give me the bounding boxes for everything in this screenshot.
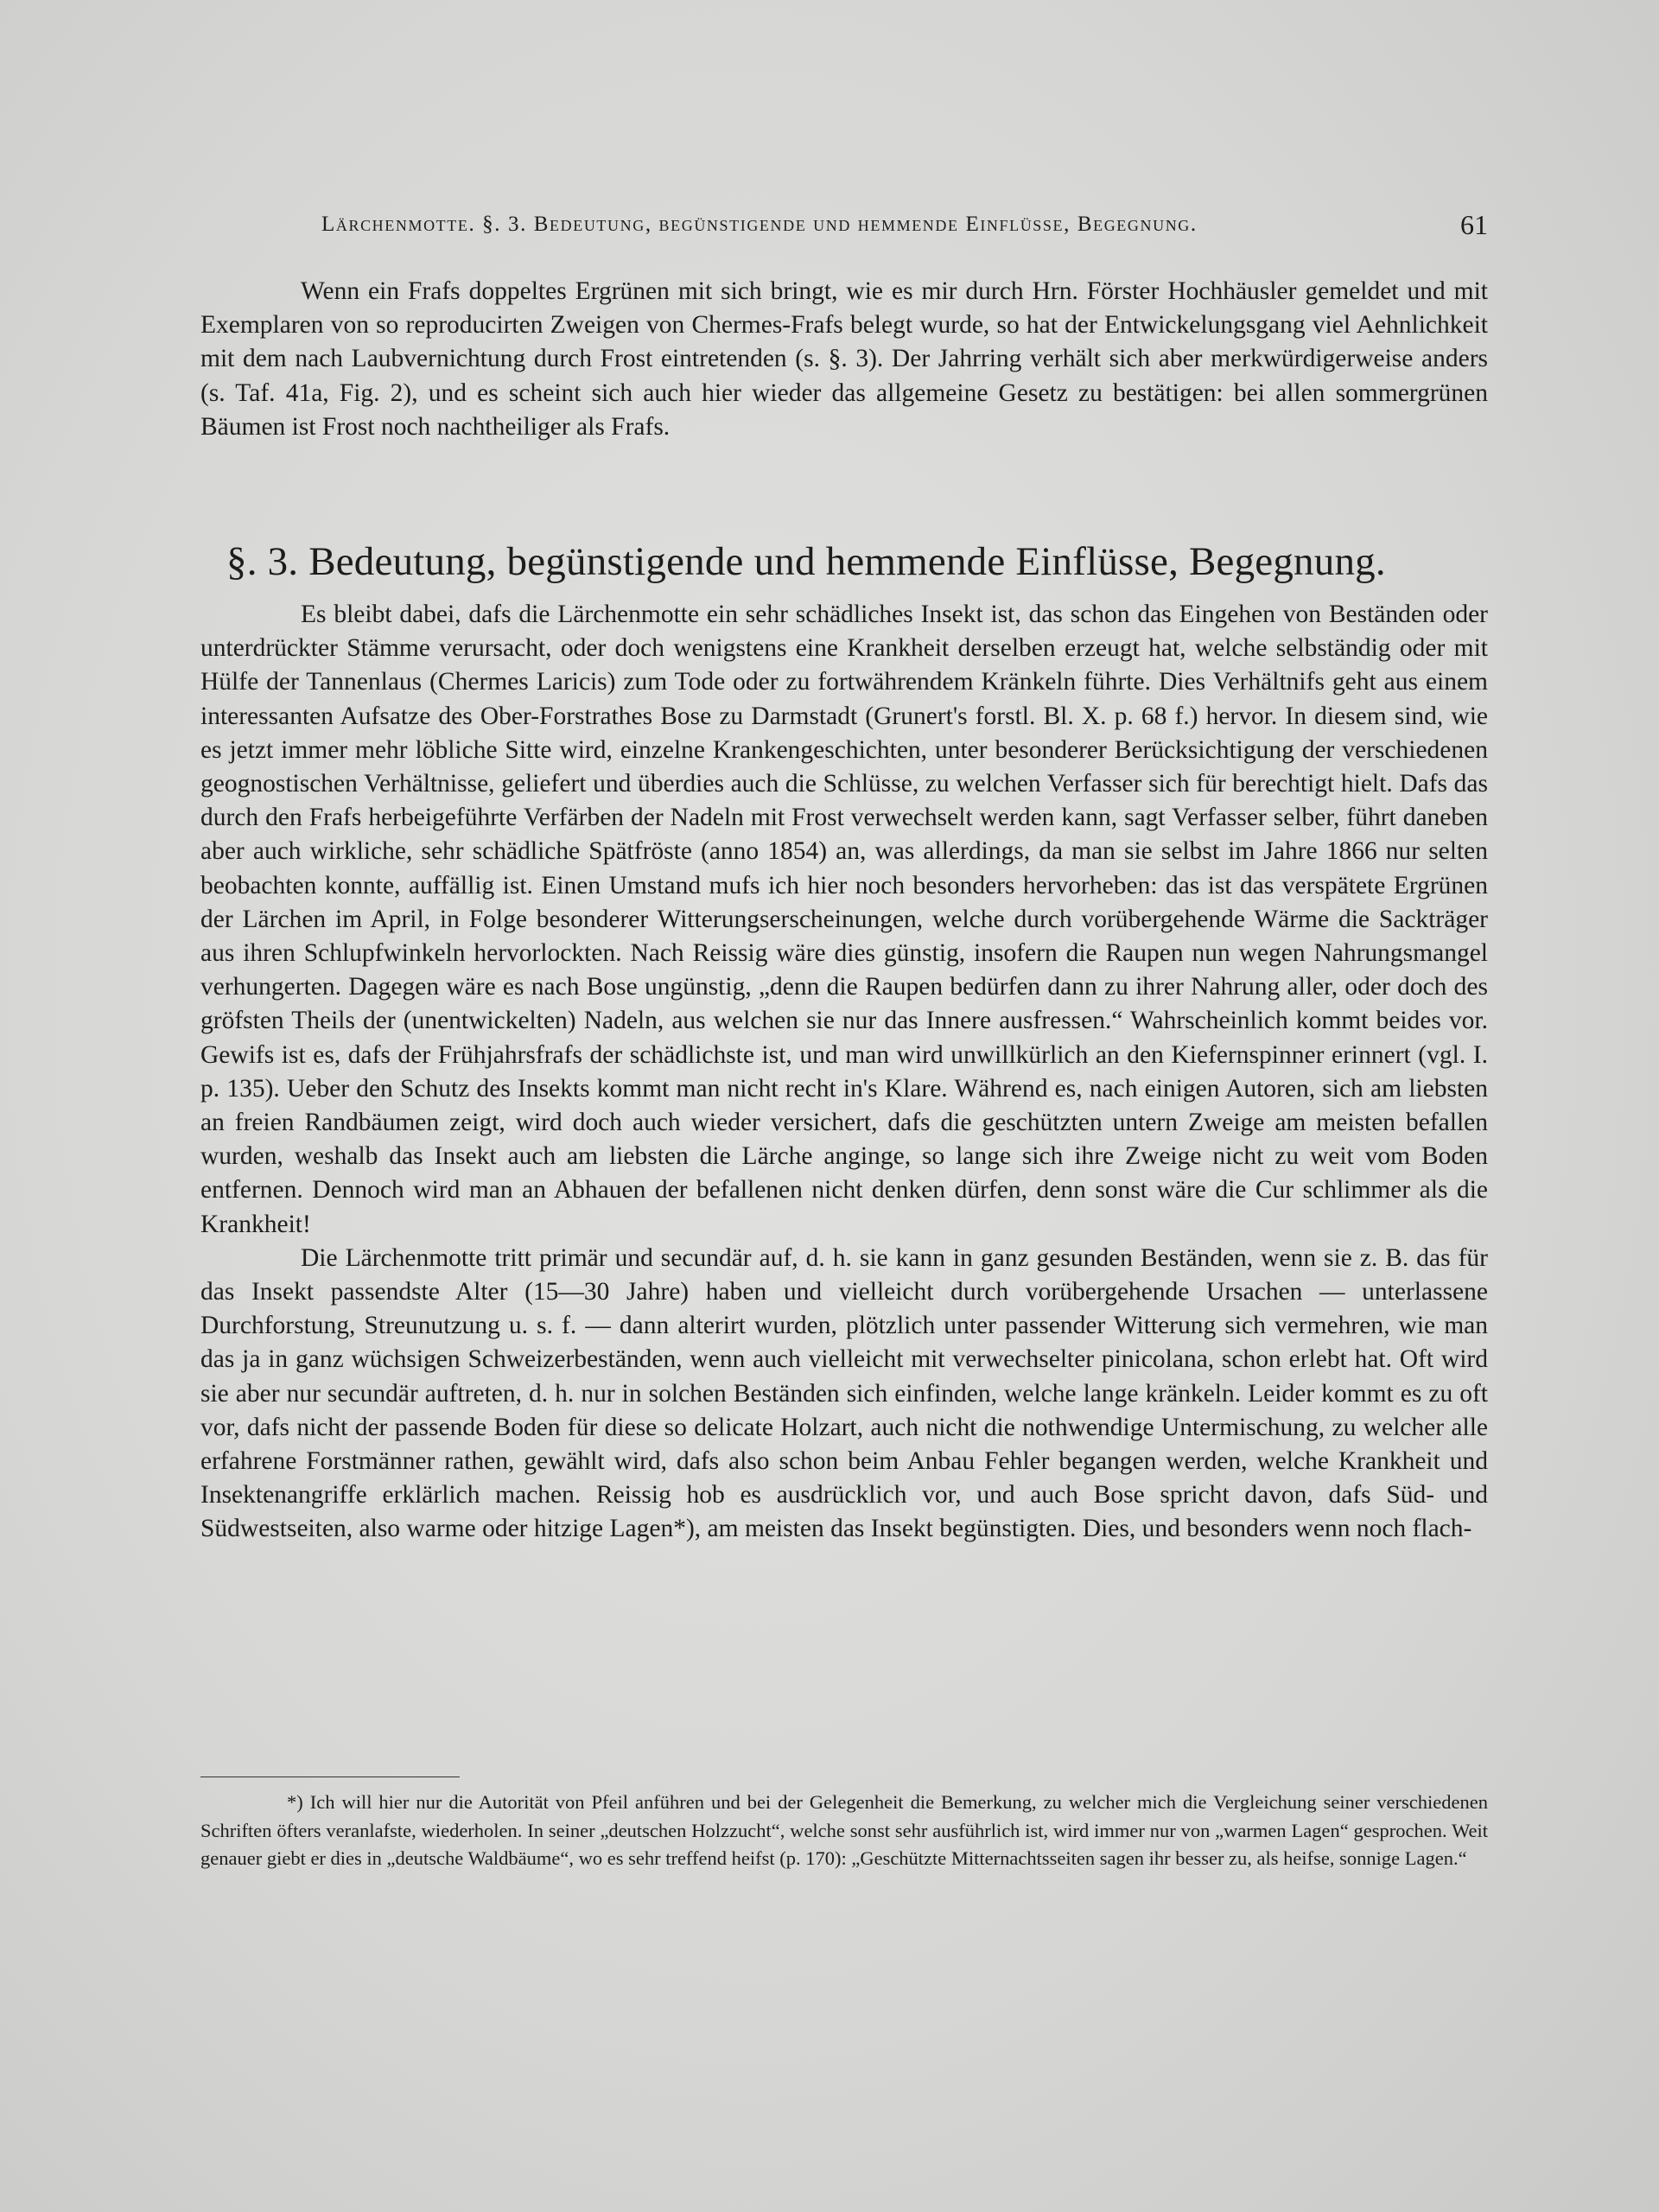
intro-paragraph-block — [200, 275, 1488, 444]
page-number: 61 — [1460, 209, 1488, 240]
book-page — [200, 0, 1488, 2212]
intro-paragraph: Wenn ein Frafs doppeltes Ergrünen mit sich bringt, wie es mir durch Hrn. Förster Hochhäusler gemeldet und mit Exemplaren von so reproducirten Zweigen von Chermes-Frafs belegt wurde, so hat der Entwickelungsgang viel Aehnlichkeit mit dem nach Laubvernichtung durch Frost eintretenden (s. §. 3). Der Jahrring verhält sich aber merkwürdigerweise anders (s. Taf. 41a, Fig. 2), und es scheint sich auch hier wieder das allgemeine Gesetz zu bestätigen: bei allen sommergrünen Bäumen ist Frost noch nachtheiliger als Frafs. — [200, 277, 1488, 441]
section-heading: §. 3. Bedeutung, begünstigende und hemmende Einflüsse, Begegnung. — [226, 539, 1386, 584]
running-head — [200, 209, 1488, 244]
body-text — [200, 598, 1488, 1547]
body-paragraph-2: Die Lärchenmotte tritt primär und secundär auf, d. h. sie kann in ganz gesunden Beständen, wenn sie z. B. das für das Insekt passendste Alter (15—30 Jahre) haben und vielleicht durch vorübergehende Ursachen — unterlassene Durchforstung, Streunutzung u. s. f. — dann alterirt wurden, plötzlich unter passender Witterung sich vermehren, wie man das ja in ganz wüchsigen Schweizerbeständen, wenn auch vielleicht mit verwechselter pinicolana, schon erlebt hat. Oft wird sie aber nur secundär auftreten, d. h. nur in solchen Beständen sich einfinden, welche lange kränkeln. Leider kommt es zu oft vor, dafs nicht der passende Boden für diese so delicate Holzart, auch nicht die nothwendige Untermischung, zu welcher alle erfahrene Forstmänner rathen, gewählt wird, dafs also schon beim Anbau Fehler begangen werden, welche Krankheit und Insektenangriffe erklärlich machen. Reissig hob es ausdrücklich vor, und auch Bose spricht davon, dafs Süd- und Südwestseiten, also warme oder hitzige Lagen*), am meisten das Insekt begünstigten. Dies, und besonders wenn noch flach- — [200, 1243, 1488, 1543]
footnote — [200, 1789, 1488, 1873]
body-paragraph-1: Es bleibt dabei, dafs die Lärchenmotte ein sehr schädliches Insekt ist, das schon das Eingehen von Beständen oder unterdrückter Stämme verursacht, oder doch wenigstens eine Krankheit derselben erzeugt hat, welche selbständig oder mit Hülfe der Tannenlaus (Chermes Laricis) zum Tode oder zu fortwährendem Kränkeln führte. Dies Verhältnifs geht aus einem interessanten Aufsatze des Ober-Forstrathes Bose zu Darmstadt (Grunert's forstl. Bl. X. p. 68 f.) hervor. In diesem sind, wie es jetzt immer mehr löbliche Sitte wird, einzelne Krankengeschichten, unter besonderer Berücksichtigung der verschiedenen geognostischen Verhältnisse, geliefert und überdies auch die Schlüsse, zu welchen Verfasser sich für berechtigt hielt. Dafs das durch den Frafs herbeigeführte Verfärben der Nadeln mit Frost verwechselt werden kann, sagt Verfasser selber, führt daneben aber auch wirkliche, sehr schädliche Spätfröste (anno 1854) an, was allerdings, da man sie selbst im Jahre 1866 nur selten beobachten konnte, auffällig ist. Einen Umstand mufs ich hier noch besonders hervorheben: das ist das verspätete Ergrünen der Lärchen im April, in Folge besonderer Witterungserscheinungen, welche durch vorübergehende Wärme die Sackträger aus ihren Schlupfwinkeln hervorlockten. Nach Reissig wäre dies günstig, insofern die Raupen nun wegen Nahrungsmangel verhungerten. Dagegen wäre es nach Bose ungünstig, „denn die Raupen bedürfen dann zu ihrer Nahrung aller, oder doch des gröfsten Theils der (unentwickelten) Nadeln, aus welchen sie nur das Innere ausfressen.“ Wahrscheinlich kommt beides vor. Gewifs ist es, dafs der Frühjahrsfrafs der schädlichste ist, und man wird unwillkürlich an den Kiefernspinner erinnert (vgl. I. p. 135). Ueber den Schutz des Insekts kommt man nicht recht in's Klare. Während es, nach einigen Autoren, sich am liebsten an freien Randbäumen zeigt, wird doch auch wieder versichert, dafs die geschützten untern Zweige am meisten befallen wurden, weshalb das Insekt auch am liebsten die Lärche anginge, so lange sich ihre Zweige nicht zu weit vom Boden entfernen. Dennoch wird man an Abhauen der befallenen nicht denken dürfen, denn sonst wäre die Cur schlimmer als die Krankheit! — [200, 601, 1488, 1238]
footnote-text: *) Ich will hier nur die Autorität von Pfeil anführen und bei der Gelegenheit die Bemerkung, zu welcher mich die Vergleichung seiner verschiedenen Schriften öfters veranlafste, wiederholen. In seiner „deutschen Holzzucht“, welche sonst sehr ausführlich ist, wird immer nur von „warmen Lagen“ gesprochen. Weit genauer giebt er dies in „deutsche Waldbäume“, wo es sehr treffend heifst (p. 170): „Geschützte Mitternachtsseiten sagen ihr besser zu, als heifse, sonnige Lagen.“ — [200, 1791, 1488, 1869]
running-head-title: Lärchenmotte. §. 3. Bedeutung, begünstigende und hemmende Einflüsse, Begegnung. — [321, 213, 1198, 236]
